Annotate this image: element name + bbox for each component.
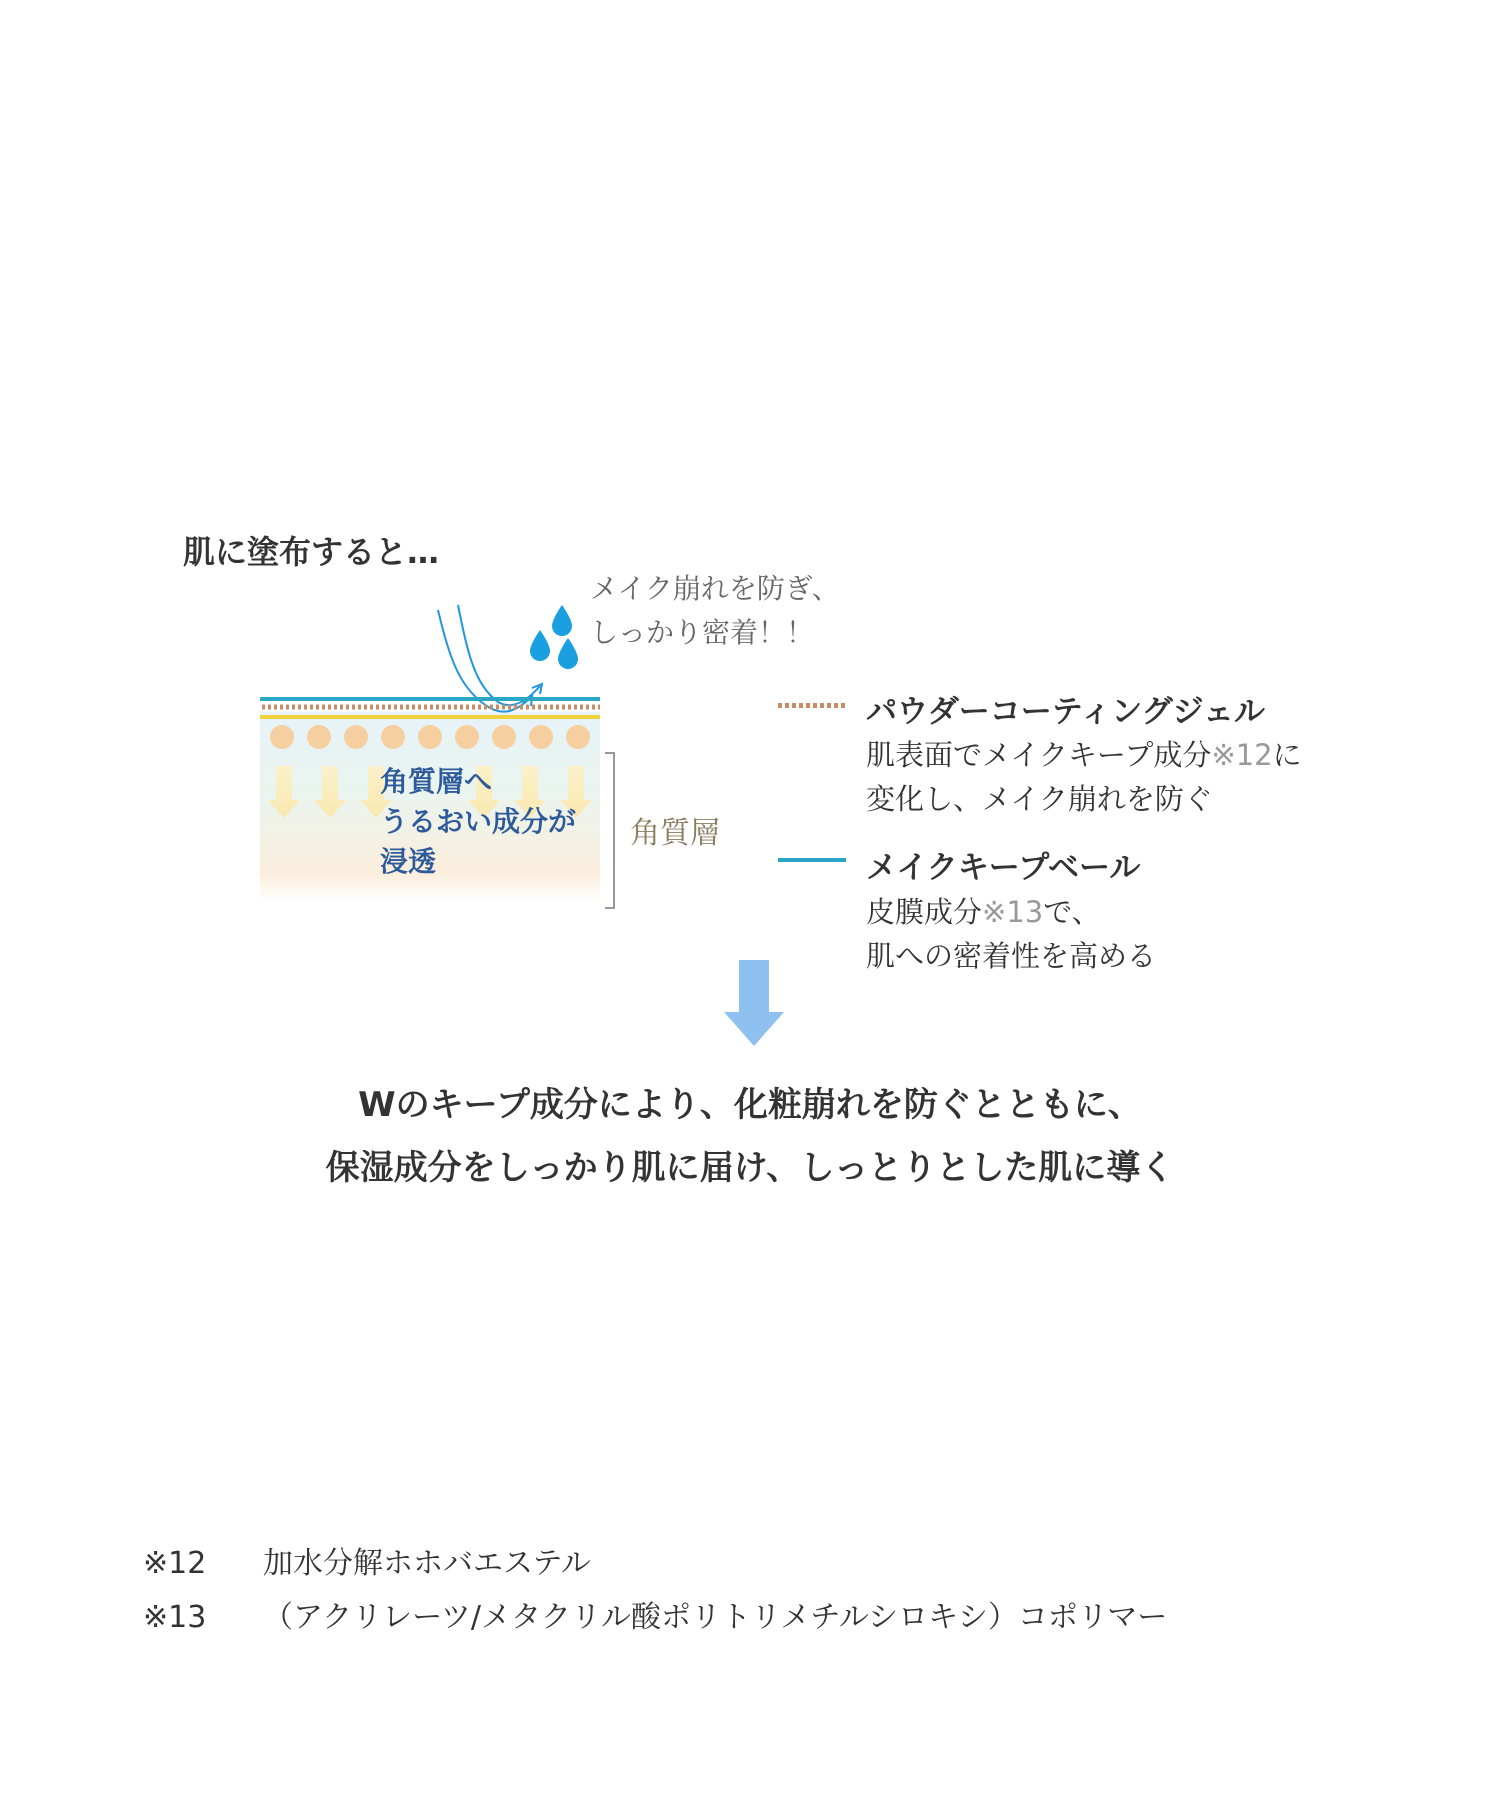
layer-bracket [605, 753, 614, 908]
veil-legend-title: メイクキープベール [866, 850, 1141, 886]
footnote-ref: ※12 [1211, 738, 1273, 772]
yellow-layer [260, 715, 600, 719]
veil-layer [260, 697, 600, 701]
droplet-icon [552, 605, 572, 636]
footnote-13: ※13 （アクリレーツ/メタクリル酸ポリトリメチルシロキシ）コポリマー [143, 1600, 1168, 1635]
droplet-icon [530, 630, 550, 661]
powder-legend-swatch [778, 703, 846, 708]
droplet-icon [558, 638, 578, 669]
veil-legend-swatch [778, 858, 846, 862]
powder-legend-desc: 肌表面でメイクキープ成分※12に 変化し、メイク崩れを防ぐ [866, 738, 1302, 816]
powder-legend-title: パウダーコーティングジェル [866, 694, 1265, 730]
summary-line1: Wのキープ成分により、化粧崩れを防ぐとともに、 [358, 1085, 1142, 1125]
down-arrow-icon [724, 960, 784, 1046]
incoming-curve-outer [438, 610, 530, 712]
effect-text-line1: メイク崩れを防ぎ、 [590, 572, 840, 605]
cell-row [270, 725, 590, 749]
penetration-label: 角質層へ うるおい成分が 浸透 [380, 765, 577, 878]
stratum-corneum-label: 角質層 [630, 816, 720, 851]
effect-text-line2: しっかり密着！！ [590, 616, 815, 649]
summary-line2: 保湿成分をしっかり肌に届け、しっとりとした肌に導く [325, 1148, 1175, 1188]
footnote-ref: ※13 [982, 895, 1044, 929]
veil-legend-desc: 皮膜成分※13で、 肌への密着性を高める [866, 895, 1157, 973]
footnote-12: ※12 加水分解ホホバエステル [143, 1546, 591, 1581]
intro-heading: 肌に塗布すると… [183, 533, 440, 571]
